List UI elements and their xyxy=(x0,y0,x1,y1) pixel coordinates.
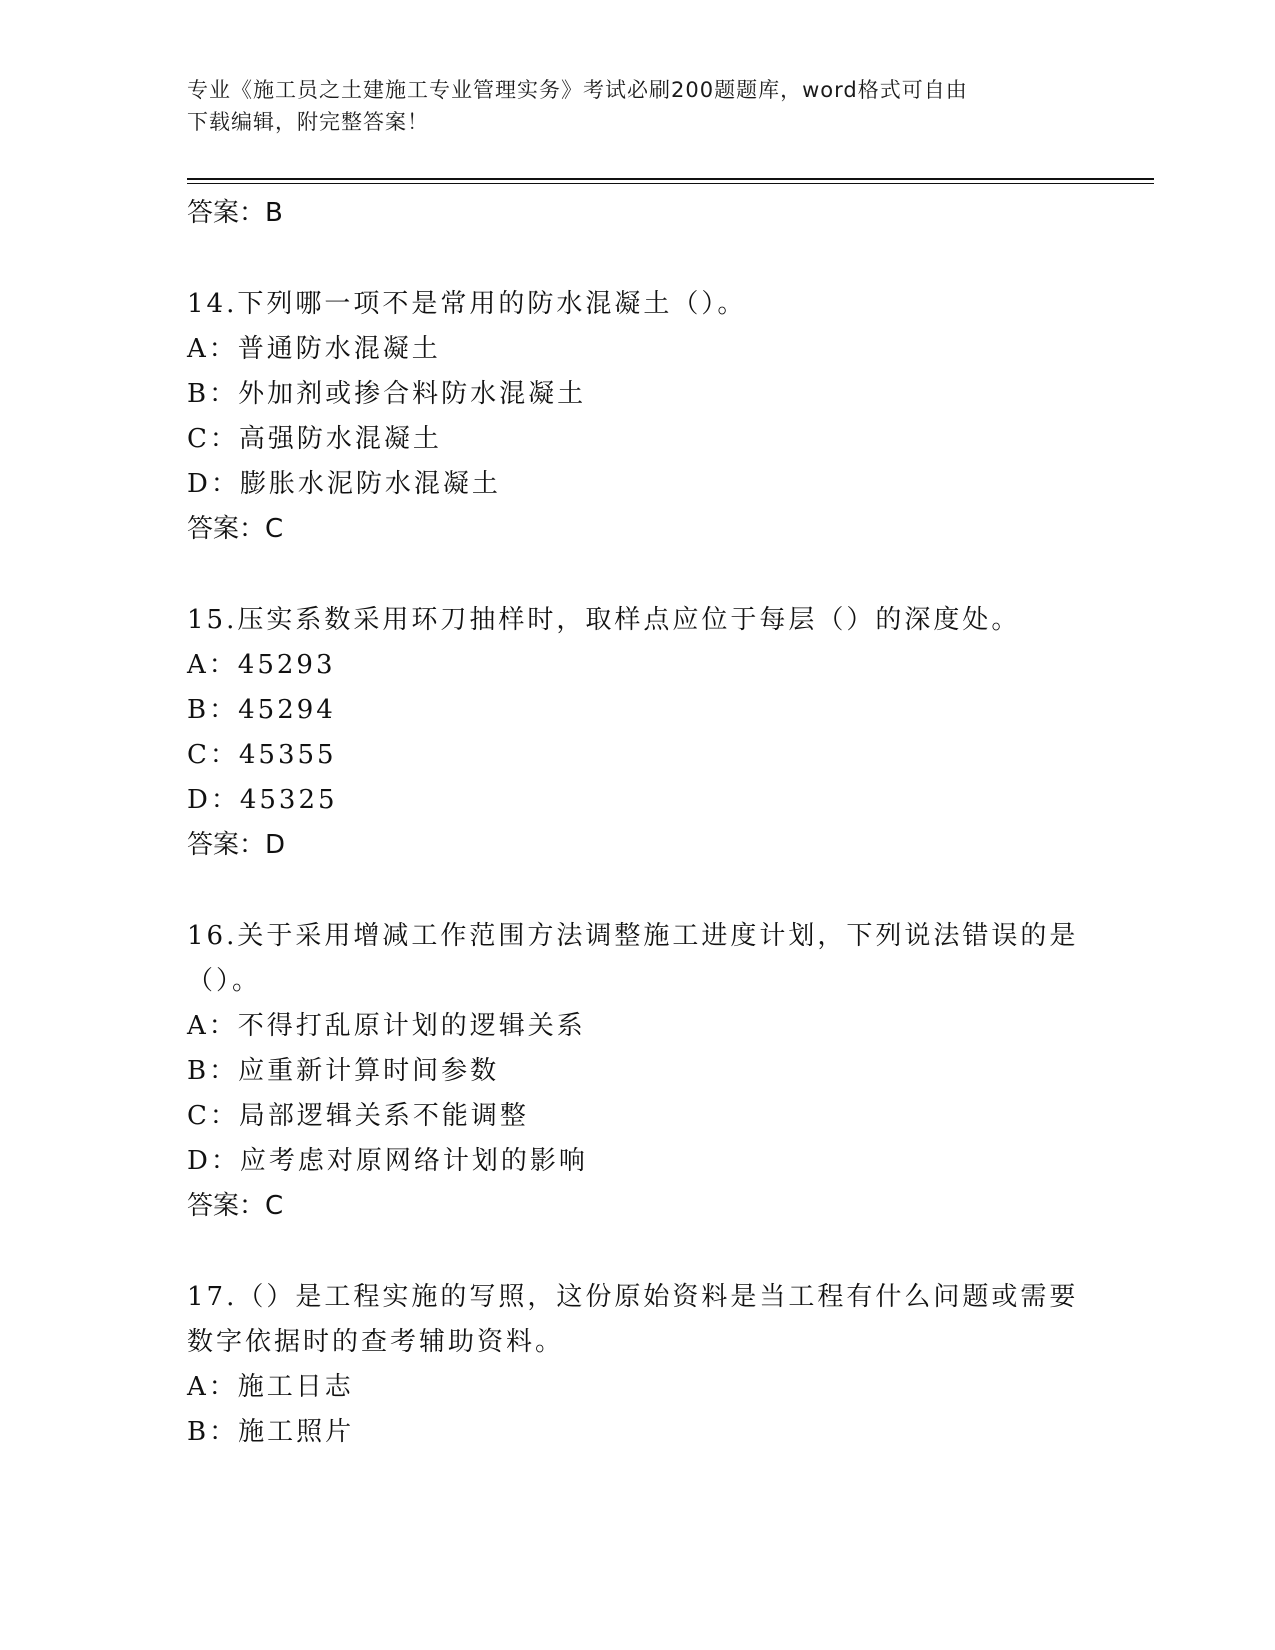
question-stem-line: 16.关于采用增减工作范围方法调整施工进度计划，下列说法错误的是 xyxy=(187,921,1079,951)
question-stem xyxy=(187,1275,1147,1365)
option-b: B：施工照片 xyxy=(187,1417,355,1447)
answer-line: 答案：C xyxy=(187,514,284,544)
question-stem-line: 17.（）是工程实施的写照，这份原始资料是当工程有什么问题或需要 xyxy=(187,1282,1079,1312)
option-c: C：高强防水混凝土 xyxy=(187,424,442,454)
question-stem-line: 14.下列哪一项不是常用的防水混凝土（）。 xyxy=(187,289,747,319)
question-stem-line: （）。 xyxy=(187,966,262,996)
option-a: A：不得打乱原计划的逻辑关系 xyxy=(187,1011,586,1041)
option-d: D：45325 xyxy=(187,785,338,815)
option-c: C：局部逻辑关系不能调整 xyxy=(187,1101,529,1131)
question-15 xyxy=(187,598,1147,867)
option-b: B：45294 xyxy=(187,695,336,725)
option-b: B：外加剂或掺合料防水混凝土 xyxy=(187,379,587,409)
header-line-1: 专业《施工员之土建施工专业管理实务》考试必刷200题题库，word格式可自由 xyxy=(187,78,968,102)
header-divider-thick xyxy=(187,178,1154,180)
answer-line: 答案：C xyxy=(187,1191,284,1221)
option-c: C：45355 xyxy=(187,740,337,770)
question-14 xyxy=(187,282,1147,551)
answer-line: 答案：D xyxy=(187,830,286,860)
option-d: D：膨胀水泥防水混凝土 xyxy=(187,469,501,499)
option-a: A：施工日志 xyxy=(187,1372,354,1402)
header-line-2: 下载编辑，附完整答案！ xyxy=(187,110,429,134)
document-header xyxy=(187,74,1087,138)
question-stem-line: 数字依据时的查考辅助资料。 xyxy=(187,1327,565,1357)
question-stem xyxy=(187,598,1147,643)
question-17 xyxy=(187,1275,1147,1455)
option-b: B：应重新计算时间参数 xyxy=(187,1056,500,1086)
option-a: A：普通防水混凝土 xyxy=(187,334,441,364)
question-16 xyxy=(187,914,1147,1228)
answer-line: 答案：B xyxy=(187,198,283,228)
option-d: D：应考虑对原网络计划的影响 xyxy=(187,1146,588,1176)
question-list xyxy=(187,191,1147,1455)
header-divider-thin xyxy=(187,183,1154,184)
question-stem xyxy=(187,282,1147,327)
option-a: A：45293 xyxy=(187,650,336,680)
question-stem xyxy=(187,914,1147,1004)
question-stem-line: 15.压实系数采用环刀抽样时，取样点应位于每层（）的深度处。 xyxy=(187,605,1021,635)
